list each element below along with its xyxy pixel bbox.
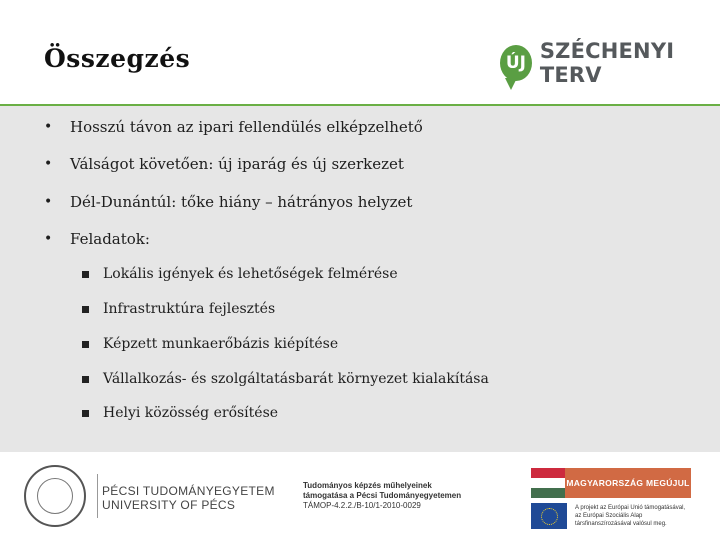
eu-text-line: A projekt az Európai Unió támogatásával, xyxy=(575,505,686,511)
uj-badge-text: ÚJ xyxy=(505,53,526,73)
bullet-item xyxy=(44,155,404,173)
badge-tail xyxy=(505,78,517,90)
university-name xyxy=(102,484,275,512)
university-seal-icon xyxy=(24,465,86,527)
sub-bullet-text: Infrastruktúra fejlesztés xyxy=(103,301,276,317)
logo-text: SZÉCHENYI TERV xyxy=(539,39,675,87)
university-name-en: UNIVERSITY OF PÉCS xyxy=(102,498,236,512)
slide-content xyxy=(0,106,720,452)
eu-text-line: az Európai Szociális Alap xyxy=(575,513,643,519)
sub-bullet-item xyxy=(82,301,275,317)
bullet-text: Feladatok: xyxy=(70,230,150,248)
bullet-item xyxy=(44,230,150,248)
bullet-text: Hosszú távon az ipari fellendülés elképzelhető xyxy=(70,118,423,136)
sub-bullet-text: Képzett munkaerőbázis kiépítése xyxy=(103,336,339,352)
uj-badge-icon xyxy=(500,45,532,81)
slide-title: Összegzés xyxy=(44,44,191,73)
square-bullet-icon xyxy=(82,341,89,348)
eu-text-line: társfinanszírozásával valósul meg. xyxy=(575,521,667,527)
magyarorszag-megujul-logo xyxy=(531,468,691,498)
sub-bullet-item xyxy=(82,336,338,352)
sub-bullet-item xyxy=(82,266,398,282)
square-bullet-icon xyxy=(82,271,89,278)
sub-bullet-item xyxy=(82,371,489,387)
eu-flag-icon xyxy=(531,503,567,529)
project-line: támogatása a Pécsi Tudományegyetemen xyxy=(303,491,462,500)
square-bullet-icon xyxy=(82,376,89,383)
bullet-dot-icon: • xyxy=(44,194,53,210)
sub-bullet-text: Lokális igények és lehetőségek felmérése xyxy=(103,266,398,282)
sub-bullet-item xyxy=(82,405,278,421)
project-line: Tudományos képzés műhelyeinek xyxy=(303,481,432,490)
bullet-text: Válságot követően: új iparág és új szerkezet xyxy=(70,155,404,173)
slide-footer xyxy=(0,452,720,540)
szechenyi-terv-logo xyxy=(500,32,720,94)
bullet-dot-icon: • xyxy=(44,231,53,247)
eu-stars-ring xyxy=(541,508,558,525)
eu-funding-text xyxy=(575,504,685,528)
university-name-hu: PÉCSI TUDOMÁNYEGYETEM xyxy=(102,484,275,498)
bullet-item xyxy=(44,193,412,211)
bullet-item xyxy=(44,118,423,136)
slide-header xyxy=(0,0,720,104)
project-code: TÁMOP-4.2.2./B-10/1-2010-0029 xyxy=(303,501,421,510)
sub-bullet-text: Helyi közösség erősítése xyxy=(103,405,279,421)
bullet-dot-icon: • xyxy=(44,156,53,172)
bullet-dot-icon: • xyxy=(44,119,53,135)
project-info xyxy=(303,481,461,511)
sub-bullet-text: Vállalkozás- és szolgáltatásbarát környezet kialakítása xyxy=(103,371,489,387)
mm-label: MAGYARORSZÁG MEGÚJUL xyxy=(565,468,691,498)
square-bullet-icon xyxy=(82,410,89,417)
square-bullet-icon xyxy=(82,306,89,313)
footer-separator xyxy=(97,474,98,518)
seal-inner-ring xyxy=(37,478,73,514)
hungarian-flag-icon xyxy=(531,468,565,498)
bullet-text: Dél-Dunántúl: tőke hiány – hátrányos helyzet xyxy=(70,193,413,211)
